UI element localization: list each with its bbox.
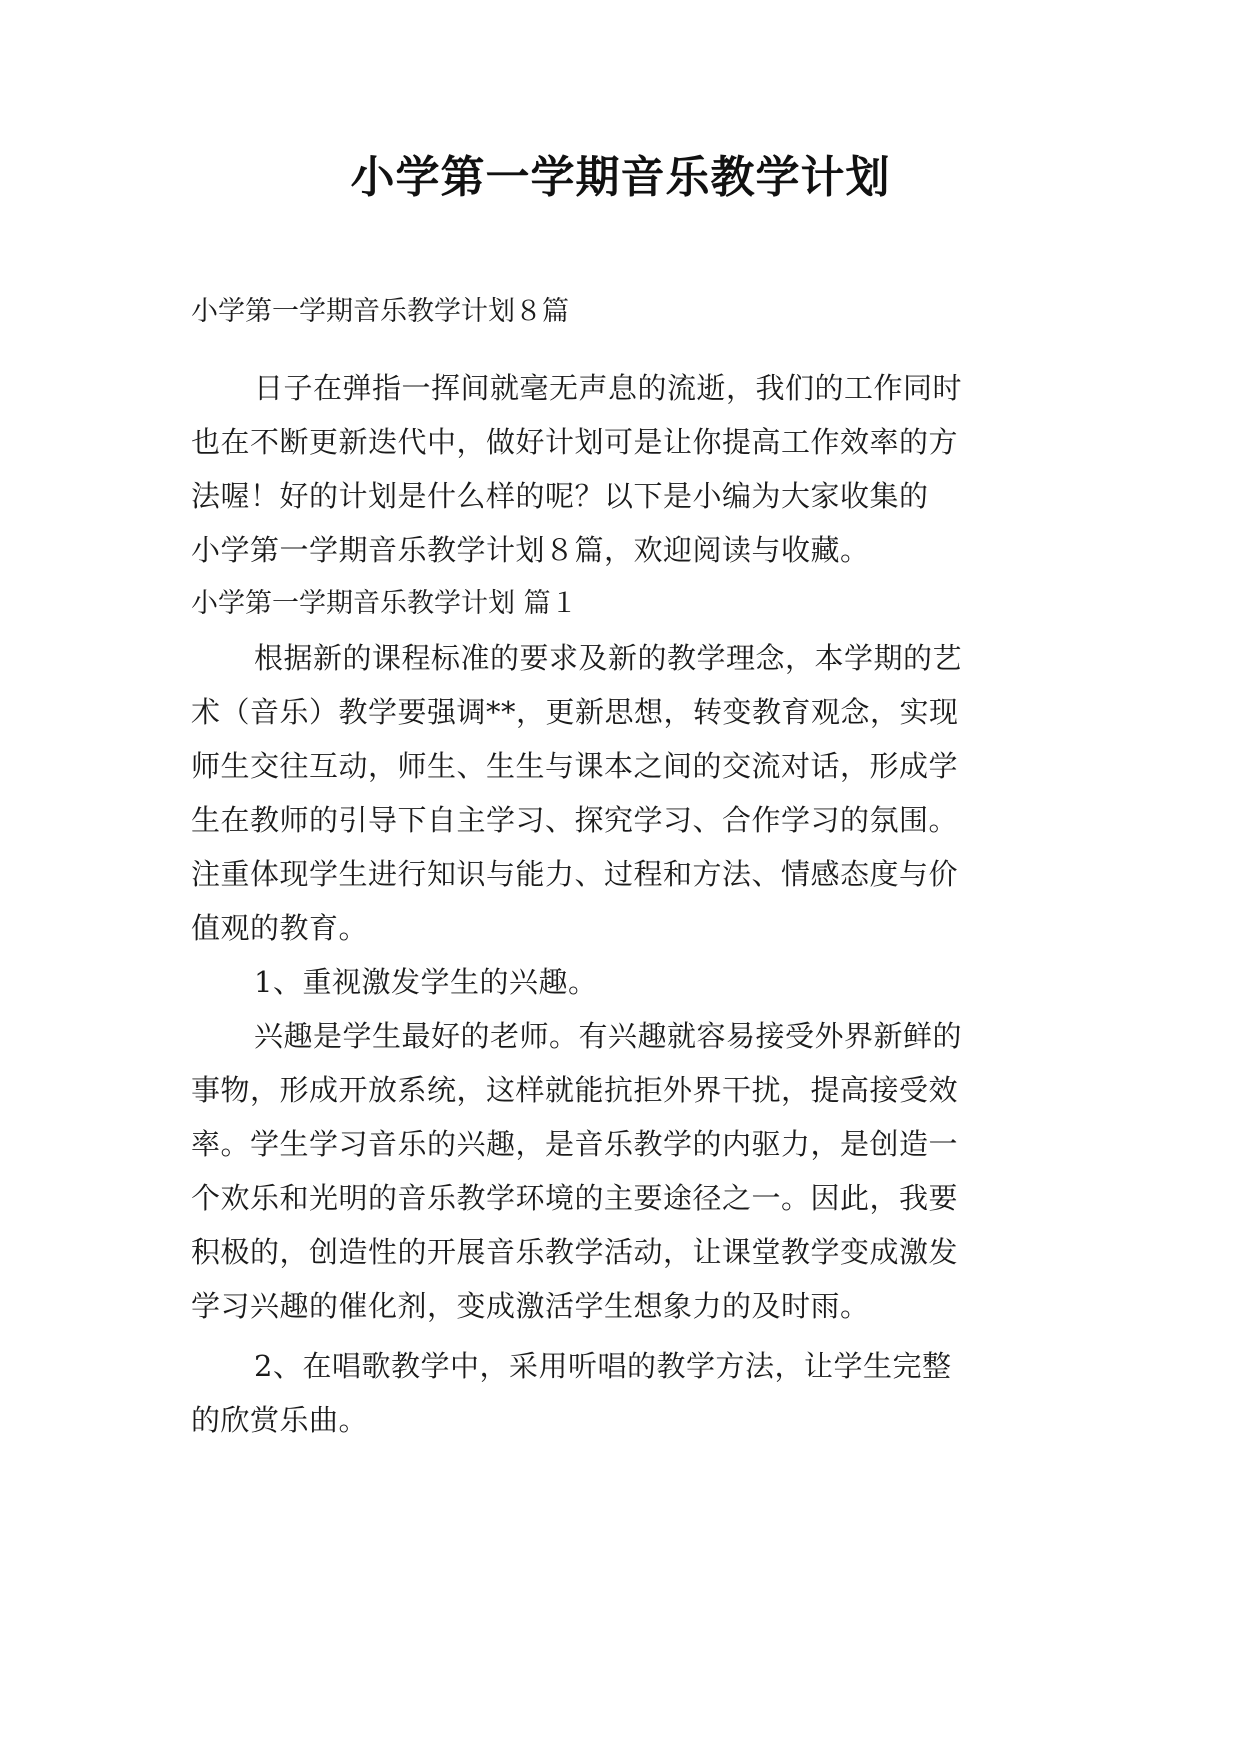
para1-line-5: 注重体现学生进行知识与能力、过程和方法、情感态度与价 <box>191 857 959 891</box>
para1-line-4: 生在教师的引导下自主学习、探究学习、合作学习的氛围。 <box>191 803 959 837</box>
intro-line-1: 日子在弹指一挥间就毫无声息的流逝，我们的工作同时 <box>254 371 963 405</box>
para2-line-3: 率。学生学习音乐的兴趣，是音乐教学的内驱力，是创造一 <box>191 1127 959 1161</box>
intro-line-3: 法喔！好的计划是什么样的呢？以下是小编为大家收集的 <box>191 479 929 513</box>
point2-line-1: 2、在唱歌教学中，采用听唱的教学方法，让学生完整 <box>254 1349 952 1383</box>
document-subtitle: 小学第一学期音乐教学计划８篇 <box>191 296 569 327</box>
intro-line-2: 也在不断更新迭代中，做好计划可是让你提高工作效率的方 <box>191 425 959 459</box>
para2-line-6: 学习兴趣的催化剂，变成激活学生想象力的及时雨。 <box>191 1289 870 1323</box>
para2-line-2: 事物，形成开放系统，这样就能抗拒外界干扰，提高接受效 <box>191 1073 959 1107</box>
para1-line-2: 术（音乐）教学要强调**，更新思想，转变教育观念，实现 <box>191 695 959 729</box>
para1-line-3: 师生交往互动，师生、生生与课本之间的交流对话，形成学 <box>191 749 959 783</box>
point1-heading: 1、重视激发学生的兴趣。 <box>254 965 598 999</box>
para2-line-4: 个欢乐和光明的音乐教学环境的主要途径之一。因此，我要 <box>191 1181 959 1215</box>
para2-line-5: 积极的，创造性的开展音乐教学活动，让课堂教学变成激发 <box>191 1235 959 1269</box>
section-heading: 小学第一学期音乐教学计划 篇１ <box>191 588 578 619</box>
document-title: 小学第一学期音乐教学计划 <box>350 152 891 203</box>
para1-line-6: 值观的教育。 <box>191 911 369 945</box>
para1-line-1: 根据新的课程标准的要求及新的教学理念，本学期的艺 <box>254 641 963 675</box>
intro-line-4: 小学第一学期音乐教学计划８篇，欢迎阅读与收藏。 <box>191 533 870 567</box>
point2-line-2: 的欣赏乐曲。 <box>191 1403 369 1437</box>
para2-line-1: 兴趣是学生最好的老师。有兴趣就容易接受外界新鲜的 <box>254 1019 963 1053</box>
